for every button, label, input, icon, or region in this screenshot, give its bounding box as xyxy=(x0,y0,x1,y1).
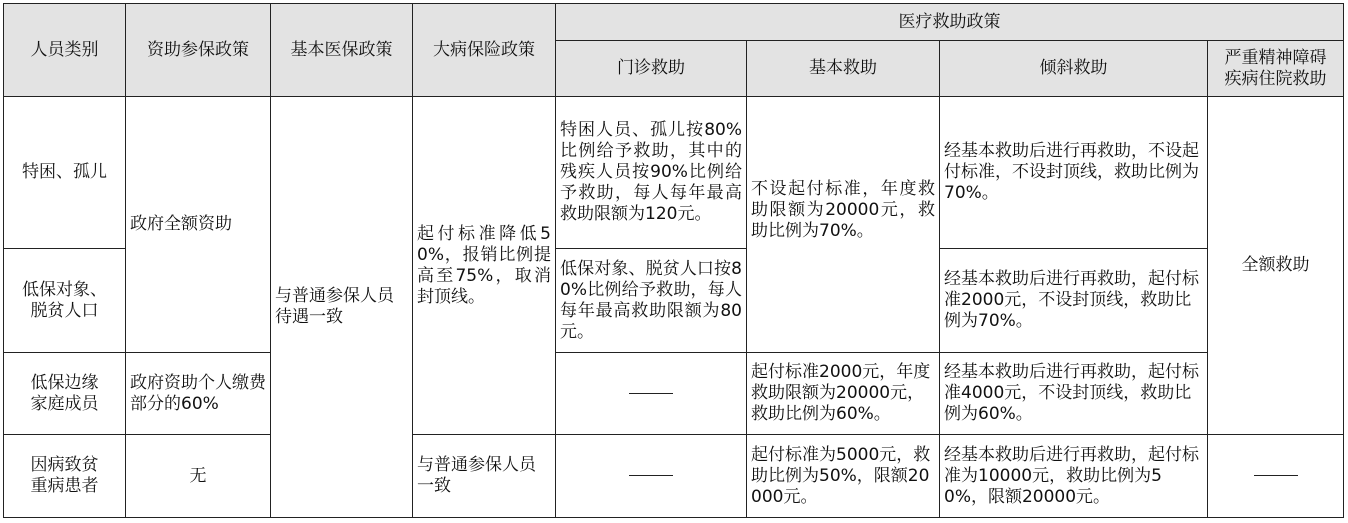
outpatient-yinbing-dash xyxy=(629,475,673,476)
outpatient-yinbing xyxy=(556,435,747,518)
serious-yinbing: 与普通参保人员一致 xyxy=(413,435,556,518)
person-type-tekun: 特困、孤儿 xyxy=(4,97,126,249)
outpatient-dibao: 低保对象、脱贫人口按80%比例给予救助，每人每年最高救助限额为80元。 xyxy=(556,249,747,353)
tilted-yinbing: 经基本救助后进行再救助，起付标准为10000元，救助比例为50%，限额20000元。 xyxy=(940,435,1208,518)
tilted-tekun: 经基本救助后进行再救助，不设起付标准，不设封顶线，救助比例为70%。 xyxy=(940,97,1208,249)
person-type-dibao-line1: 低保对象、 xyxy=(22,279,107,300)
header-mental-illness-line1: 严重精神障碍 xyxy=(1224,47,1327,68)
person-type-yinbing-line1: 因病致贫 xyxy=(30,455,99,475)
basic-insurance-same: 与普通参保人员待遇一致 xyxy=(271,97,413,518)
basic-yinbing: 起付标准为5000元，救助比例为50%，限额20000元。 xyxy=(747,435,940,518)
header-medical-assistance: 医疗救助政策 xyxy=(556,4,1344,41)
subsidy-bianyuan: 政府资助个人缴费部分的60% xyxy=(126,353,271,435)
header-person-type: 人员类别 xyxy=(4,4,126,97)
tilted-bianyuan: 经基本救助后进行再救助，起付标准4000元，不设封顶线，救助比例为60%。 xyxy=(940,353,1208,435)
person-type-bianyuan-line2: 家庭成员 xyxy=(30,393,99,414)
policy-table-container xyxy=(3,3,1343,517)
mental-yinbing xyxy=(1208,435,1344,518)
header-basic-insurance: 基本医保政策 xyxy=(271,4,413,97)
outpatient-bianyuan xyxy=(556,353,747,435)
mental-yinbing-dash xyxy=(1254,475,1298,476)
serious-illness-reduced: 起付标准降低50%，报销比例提高至75%，取消封顶线。 xyxy=(413,97,556,435)
table-row-bianyuan xyxy=(4,353,1344,435)
header-mental-illness-line2: 疾病住院救助 xyxy=(1224,68,1327,89)
header-serious-illness: 大病保险政策 xyxy=(413,4,556,97)
header-tilted-assistance: 倾斜救助 xyxy=(940,41,1208,97)
subsidy-yinbing: 无 xyxy=(126,435,271,518)
header-outpatient: 门诊救助 xyxy=(556,41,747,97)
person-type-yinbing-line2: 重病患者 xyxy=(30,476,99,496)
table-row-yinbing xyxy=(4,435,1344,518)
person-type-bianyuan xyxy=(4,353,126,435)
header-subsidy-policy: 资助参保政策 xyxy=(126,4,271,97)
basic-assistance-top: 不设起付标准，年度救助限额为20000元，救助比例为70%。 xyxy=(747,97,940,353)
outpatient-tekun: 特困人员、孤儿按80%比例给予救助，其中的残疾人员按90%比例给予救助，每人每年最高救助限额为120元。 xyxy=(556,97,747,249)
mental-illness-full: 全额救助 xyxy=(1208,97,1344,435)
header-basic-assistance: 基本救助 xyxy=(747,41,940,97)
medical-assistance-policy-table xyxy=(3,3,1344,518)
tilted-dibao: 经基本救助后进行再救助，起付标准2000元，不设封顶线，救助比例为70%。 xyxy=(940,249,1208,353)
person-type-yinbing xyxy=(4,435,126,518)
outpatient-bianyuan-dash xyxy=(629,393,673,394)
person-type-bianyuan-line1: 低保边缘 xyxy=(30,372,99,393)
basic-bianyuan: 起付标准2000元，年度救助限额为20000元，救助比例为60%。 xyxy=(747,353,940,435)
person-type-dibao xyxy=(4,249,126,353)
header-mental-illness xyxy=(1208,41,1344,97)
table-row-tekun xyxy=(4,97,1344,249)
header-row-1 xyxy=(4,4,1344,41)
person-type-dibao-line2: 脱贫人口 xyxy=(30,300,99,321)
subsidy-full: 政府全额资助 xyxy=(126,97,271,353)
